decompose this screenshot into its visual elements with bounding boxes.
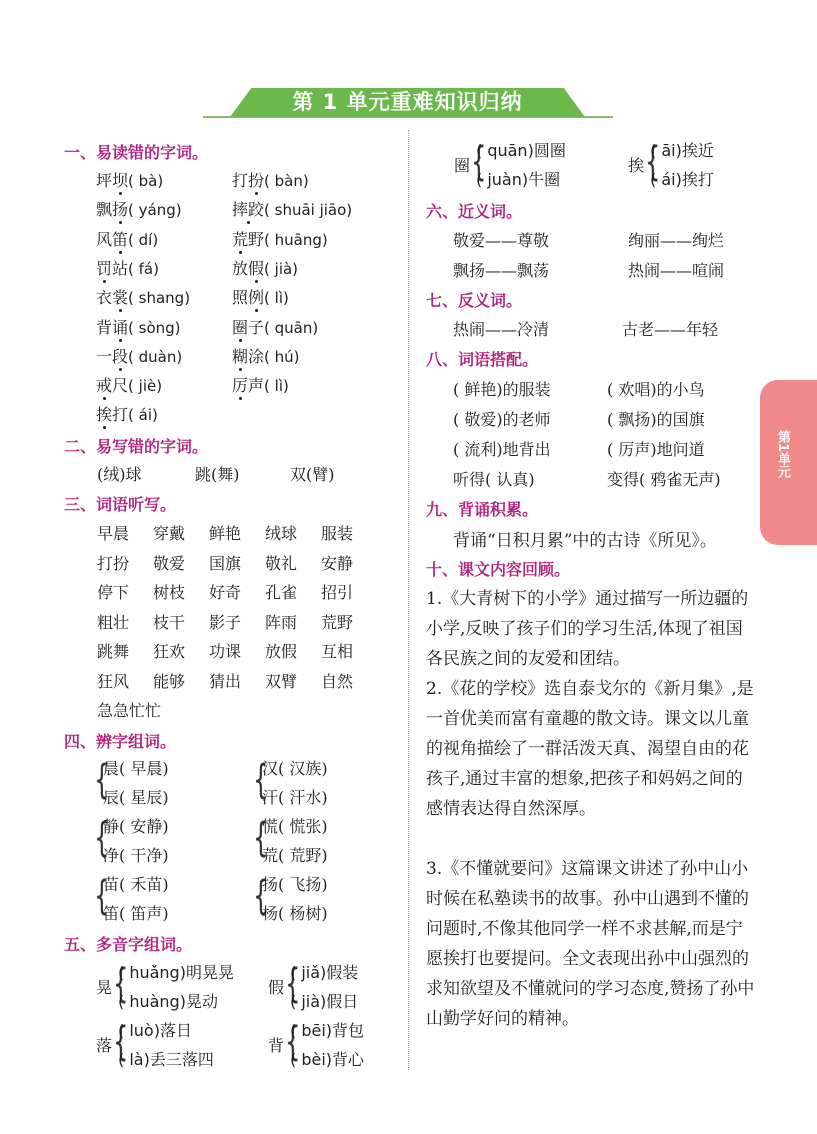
list-item <box>96 344 182 367</box>
char: 站 <box>112 258 129 278</box>
polyphone-char: 晃 <box>96 978 113 997</box>
column-divider <box>408 130 409 1070</box>
char: 照 <box>232 288 249 308</box>
list-item: 古老——年轻 <box>622 320 719 339</box>
dictation-word: 打扮 <box>97 553 130 573</box>
dictation-word: 绒球 <box>265 524 298 543</box>
list-item <box>96 197 182 220</box>
dictation-word: 狂欢 <box>153 642 186 661</box>
dictation-word: 敬爱 <box>153 553 186 573</box>
dictation-word: 好奇 <box>209 583 242 602</box>
recitation-text: 背诵“日积月累”中的古诗《所见》。 <box>453 531 717 551</box>
pinyin: ( quān) <box>264 318 319 337</box>
dictation-word: 跳舞 <box>97 642 130 661</box>
brace-icon: { <box>94 815 110 861</box>
dictation-word: 互相 <box>321 642 354 661</box>
char: 飘 <box>96 200 113 220</box>
polyphone-word: ( huàng)晃动 <box>118 992 218 1011</box>
brace-icon: { <box>253 815 269 861</box>
polyphone-char: 假 <box>268 978 285 997</box>
brace-icon: { <box>94 757 110 803</box>
dictation-word: 影子 <box>209 612 242 632</box>
list-item: 热闹——冷清 <box>453 320 550 339</box>
review-paragraph: 2.《花的学校》选自泰戈尔的《新月集》,是一首优美而富有童趣的散文诗。课文以儿童的视角描绘了一群活泼天真、渴望自由的花孩子,通过丰富的想象,把孩子和妈妈之间的感情表达得自然深厚。 <box>426 679 754 819</box>
page-title: 第 1 单元重难知识归纳 <box>292 90 523 114</box>
dictation-word: 双臂 <box>265 671 298 691</box>
list-item: 汗( 汗水) <box>262 788 328 807</box>
dictation-word: 服装 <box>321 524 354 543</box>
section-heading: 二、易写错的字词。 <box>64 437 209 456</box>
pinyin: ( lì) <box>264 377 289 396</box>
list-item: (绒)球 <box>97 465 142 484</box>
polyphone-char: 落 <box>96 1036 113 1055</box>
dotted-char: 扮 <box>248 171 265 190</box>
list-item <box>96 402 158 425</box>
polyphone-word: ( bēi)背包 <box>290 1021 365 1040</box>
review-paragraph: 1.《大青树下的小学》通过描写一所边疆的小学,反映了孩子们的学习生活,体现了祖国各民族之间的友爱和团结。 <box>426 589 749 669</box>
polyphone-word: ( luò)落日 <box>118 1021 192 1040</box>
list-item: 听得( 认真) <box>453 470 535 489</box>
char: 打 <box>112 405 129 425</box>
char: 尺 <box>112 376 129 396</box>
list-item: 杨( 杨树) <box>262 904 328 923</box>
section-heading: 十、课文内容回顾。 <box>426 560 571 579</box>
polyphone-word: ( jià)假日 <box>290 992 359 1011</box>
list-item <box>232 344 300 367</box>
pinyin: ( bàn) <box>264 172 309 190</box>
brace-icon: { <box>253 757 269 803</box>
char: 坪 <box>96 171 113 190</box>
char: 涂 <box>248 346 265 366</box>
section-heading: 四、辨字组词。 <box>64 732 177 751</box>
dictation-word: 国旗 <box>209 553 242 573</box>
brace-icon: { <box>94 873 110 919</box>
list-item: 笛( 笛声) <box>103 904 169 923</box>
polyphone-word: ( quān)圆圈 <box>476 141 566 160</box>
dictation-word: 放假 <box>265 642 298 661</box>
polyphone-word: ( ái)挨打 <box>650 170 714 189</box>
dotted-char: 糊 <box>232 346 249 366</box>
char: 一 <box>96 346 113 366</box>
brace-icon: { <box>471 139 487 185</box>
list-item <box>96 168 163 191</box>
dotted-char: 圈 <box>232 317 249 337</box>
list-item: ( 鲜艳)的服装 <box>453 380 551 399</box>
pinyin: ( yáng) <box>128 201 182 220</box>
pinyin: ( sòng) <box>128 318 181 337</box>
list-item <box>96 227 158 250</box>
char: 放 <box>232 258 249 278</box>
polyphone-word: ( āi)挨近 <box>650 141 714 160</box>
review-paragraph: 3.《不懂就要问》这篇课文讲述了孙中山小时候在私塾读书的故事。孙中山遇到不懂的问题时,不像其他同学一样不求甚解,而是宁愿挨打也要提问。全文表现出孙中山强烈的求知欲望及不懂就问的学习态度,赞扬了孙中山勤学好问的精神。 <box>426 859 755 1029</box>
dotted-char: 段 <box>112 346 129 366</box>
dictation-word: 安静 <box>321 553 354 573</box>
dictation-word: 早晨 <box>97 524 130 543</box>
brace-icon: { <box>285 1019 301 1065</box>
dictation-word: 孔雀 <box>265 583 298 602</box>
dotted-char: 例 <box>248 288 265 308</box>
section-heading: 九、背诵积累。 <box>426 500 539 519</box>
list-item <box>232 168 309 191</box>
list-item: ( 欢唱)的小鸟 <box>607 380 705 399</box>
pinyin: ( ái) <box>128 406 158 425</box>
list-item: 慌( 慌张) <box>262 817 328 836</box>
list-item: 扬( 飞扬) <box>262 875 328 894</box>
list-item: ( 流利)地背出 <box>453 440 551 459</box>
list-item <box>232 227 328 250</box>
dictation-word: 功课 <box>209 642 242 661</box>
pinyin: ( jià) <box>264 259 299 278</box>
list-item: 晨( 早晨) <box>103 759 169 778</box>
dictation-word: 自然 <box>321 671 354 691</box>
dictation-word: 停下 <box>97 583 130 602</box>
list-item: 静( 安静) <box>103 817 169 836</box>
list-item <box>232 285 289 308</box>
pinyin: ( shuāi jiāo) <box>264 201 353 220</box>
list-item <box>232 315 318 338</box>
list-item: ( 飘扬)的国旗 <box>607 410 705 429</box>
pinyin: ( lì) <box>264 289 289 308</box>
list-item: 敬爱——尊敬 <box>453 231 550 250</box>
pinyin: ( shang) <box>128 289 191 308</box>
section-heading: 六、近义词。 <box>426 202 523 221</box>
list-item: 辰( 星辰) <box>103 788 169 807</box>
dotted-char: 裳 <box>112 288 129 308</box>
polyphone-word: ( jiǎ)假装 <box>290 963 359 982</box>
dotted-char: 假 <box>248 258 265 278</box>
brace-icon: { <box>285 961 301 1007</box>
dotted-char: 厉 <box>232 376 249 396</box>
dotted-char: 摔跤 <box>232 200 265 220</box>
section-heading: 八、词语搭配。 <box>426 350 539 369</box>
polyphone-char: 背 <box>268 1036 285 1055</box>
char: 声 <box>248 376 265 396</box>
char: 子 <box>248 317 265 337</box>
pinyin: ( fá) <box>128 259 159 278</box>
unit-side-tab-label: 第1单元 <box>775 430 790 479</box>
dotted-char: 挨 <box>96 405 113 425</box>
char: 风 <box>96 229 113 249</box>
brace-icon: { <box>253 873 269 919</box>
section-heading: 七、反义词。 <box>426 291 523 310</box>
dotted-char: 扬 <box>112 200 129 220</box>
list-item: ( 敬爱)的老师 <box>453 410 551 429</box>
dictation-word: 狂风 <box>97 671 130 691</box>
list-item: 荒( 荒野) <box>262 846 328 865</box>
list-item: 飘扬——飘荡 <box>453 261 550 280</box>
polyphone-char: 圈 <box>454 156 471 175</box>
dictation-word: 穿戴 <box>153 524 186 543</box>
dictation-word: 能够 <box>153 671 186 691</box>
polyphone-word: ( là)丢三落四 <box>118 1050 214 1069</box>
list-item <box>232 373 289 396</box>
dotted-char: 笛 <box>112 229 129 249</box>
list-item <box>96 315 181 338</box>
list-item: 汉( 汉族) <box>262 759 328 778</box>
dotted-char: 坝 <box>112 171 129 190</box>
pinyin: ( bà) <box>128 172 164 190</box>
dotted-char: 罚 <box>96 258 113 278</box>
dictation-word: 招引 <box>321 583 354 602</box>
char: 背 <box>96 317 113 337</box>
dictation-word: 荒野 <box>321 612 354 632</box>
list-item: 热闹——喧闹 <box>628 261 725 280</box>
char: 打 <box>232 171 249 190</box>
list-item: 变得( 鸦雀无声) <box>607 470 721 489</box>
list-item: 跳(舞) <box>195 465 240 484</box>
pinyin: ( hú) <box>264 347 300 366</box>
pinyin: ( duàn) <box>128 347 183 366</box>
polyphone-word: ( juàn)牛圈 <box>476 170 561 189</box>
brace-icon: { <box>113 1019 129 1065</box>
brace-icon: { <box>113 961 129 1007</box>
pinyin: ( dí) <box>128 230 159 249</box>
pinyin: ( jiè) <box>128 377 163 396</box>
polyphone-word: ( huǎng)明晃晃 <box>118 963 234 982</box>
list-item <box>96 285 190 308</box>
section-heading: 一、易读错的字词。 <box>64 143 209 162</box>
char: 衣 <box>96 288 113 308</box>
dotted-char: 诵 <box>112 317 129 337</box>
section-heading: 五、多音字组词。 <box>64 935 193 954</box>
dictation-word: 急急忙忙 <box>97 701 162 720</box>
pinyin: ( huāng) <box>264 230 328 249</box>
list-item: 双(臂) <box>290 465 335 484</box>
list-item <box>96 256 159 279</box>
list-item <box>232 197 352 220</box>
dotted-char: 荒 <box>232 229 249 249</box>
list-item: 苗( 禾苗) <box>103 875 169 894</box>
dictation-word: 鲜艳 <box>209 524 242 543</box>
polyphone-word: ( bèi)背心 <box>290 1050 365 1069</box>
list-item: ( 厉声)地问道 <box>607 440 705 459</box>
list-item: 绚丽——绚烂 <box>628 231 725 250</box>
dotted-char: 戒 <box>96 376 113 396</box>
list-item <box>232 256 298 279</box>
polyphone-char: 挨 <box>628 156 645 175</box>
section-heading: 三、词语听写。 <box>64 495 177 514</box>
dictation-word: 粗壮 <box>97 612 130 632</box>
dictation-word: 猜出 <box>209 671 242 691</box>
dictation-word: 阵雨 <box>265 612 298 632</box>
dictation-word: 树枝 <box>153 583 186 602</box>
dictation-word: 敬礼 <box>265 553 298 573</box>
dictation-word: 枝干 <box>153 612 186 632</box>
list-item <box>96 373 162 396</box>
char: 野 <box>248 229 265 249</box>
brace-icon: { <box>645 139 661 185</box>
list-item: 净( 干净) <box>103 846 169 865</box>
